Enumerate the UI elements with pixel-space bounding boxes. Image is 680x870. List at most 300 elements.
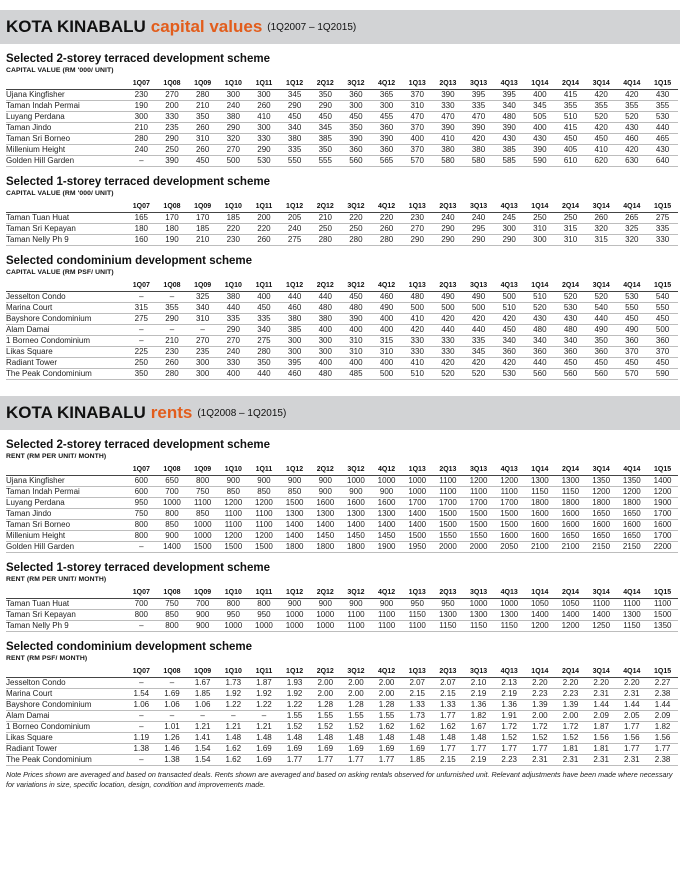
value-cell: 330 — [249, 134, 280, 145]
value-cell: 1.77 — [279, 755, 310, 766]
development-name: Taman Indah Permai — [6, 487, 126, 498]
value-cell: 1300 — [494, 610, 525, 621]
value-cell: 900 — [279, 599, 310, 610]
value-cell: 220 — [218, 224, 249, 235]
value-cell: 290 — [463, 235, 494, 246]
development-name: Bayshore Condominium — [6, 700, 126, 711]
value-cell: 2.15 — [433, 755, 464, 766]
value-cell: 365 — [371, 90, 402, 101]
value-cell: 1200 — [249, 498, 280, 509]
value-cell: 2.15 — [402, 689, 433, 700]
value-cell: 2.38 — [647, 689, 678, 700]
value-cell: 1150 — [433, 621, 464, 632]
value-cell: 300 — [279, 336, 310, 347]
value-cell: 340 — [525, 336, 556, 347]
value-cell: 1.92 — [279, 689, 310, 700]
value-cell: 1.22 — [279, 700, 310, 711]
value-cell: 1.77 — [647, 744, 678, 755]
value-cell: 900 — [279, 476, 310, 487]
quarter-header: 2Q14 — [555, 78, 586, 90]
value-cell: 390 — [371, 134, 402, 145]
value-cell: 440 — [525, 358, 556, 369]
quarter-header: 1Q07 — [126, 280, 157, 292]
value-cell: 510 — [555, 112, 586, 123]
quarter-header: 2Q12 — [310, 78, 341, 90]
development-name: Golden Hill Garden — [6, 542, 126, 553]
capital-topic-label: capital values — [150, 17, 263, 36]
value-cell: 2050 — [494, 542, 525, 553]
development-name: Marina Court — [6, 689, 126, 700]
value-cell: 1200 — [249, 531, 280, 542]
value-cell: 900 — [187, 621, 218, 632]
value-cell: 480 — [310, 369, 341, 380]
quarter-header: 1Q15 — [647, 587, 678, 599]
value-cell: 1.92 — [218, 689, 249, 700]
value-cell: 510 — [525, 292, 556, 303]
data-table — [6, 666, 678, 766]
value-cell: 1.85 — [402, 755, 433, 766]
quarter-header: 3Q13 — [463, 587, 494, 599]
quarter-header: 4Q13 — [494, 78, 525, 90]
value-cell: 230 — [218, 235, 249, 246]
value-cell: 850 — [157, 610, 188, 621]
value-cell: 800 — [249, 599, 280, 610]
quarter-header: 1Q08 — [157, 464, 188, 476]
value-cell: 420 — [402, 325, 433, 336]
value-cell: 480 — [555, 325, 586, 336]
value-cell: 430 — [525, 134, 556, 145]
value-cell: 520 — [586, 112, 617, 123]
value-cell: 1650 — [586, 531, 617, 542]
development-name: Likas Square — [6, 347, 126, 358]
value-cell: 410 — [586, 145, 617, 156]
development-name: Taman Sri Borneo — [6, 134, 126, 145]
quarter-header: 1Q13 — [402, 587, 433, 599]
value-cell: 2.19 — [463, 755, 494, 766]
quarter-header: 1Q14 — [525, 280, 556, 292]
value-cell: 500 — [402, 303, 433, 314]
value-cell: 1.62 — [218, 744, 249, 755]
quarter-header: 2Q14 — [555, 464, 586, 476]
value-cell: 510 — [494, 303, 525, 314]
value-cell: 700 — [126, 599, 157, 610]
value-cell: 1.36 — [494, 700, 525, 711]
value-cell: 1500 — [249, 542, 280, 553]
value-cell: 470 — [433, 112, 464, 123]
value-cell: 1500 — [494, 509, 525, 520]
value-cell: 520 — [586, 292, 617, 303]
value-cell: 220 — [371, 213, 402, 224]
table-row — [6, 134, 678, 145]
value-cell: 800 — [126, 610, 157, 621]
quarter-header: 2Q12 — [310, 201, 341, 213]
value-cell: 320 — [586, 224, 617, 235]
quarter-header: 4Q12 — [371, 280, 402, 292]
table-row — [6, 733, 678, 744]
value-cell: 1700 — [433, 498, 464, 509]
value-cell: 400 — [371, 314, 402, 325]
value-cell: 1000 — [463, 599, 494, 610]
value-cell: 380 — [463, 145, 494, 156]
table-row — [6, 325, 678, 336]
quarter-header: 1Q11 — [249, 280, 280, 292]
quarter-header: 1Q07 — [126, 464, 157, 476]
value-cell: 200 — [249, 213, 280, 224]
value-cell: 420 — [586, 90, 617, 101]
quarter-header: 1Q07 — [126, 587, 157, 599]
value-cell: 400 — [218, 369, 249, 380]
value-cell: 1800 — [586, 498, 617, 509]
value-cell: 2.20 — [525, 678, 556, 689]
value-cell: 1900 — [647, 498, 678, 509]
value-cell: 290 — [494, 235, 525, 246]
value-cell: 235 — [157, 123, 188, 134]
quarter-header: 1Q10 — [218, 464, 249, 476]
value-cell: 350 — [310, 145, 341, 156]
value-cell: 355 — [586, 101, 617, 112]
value-cell: 300 — [310, 336, 341, 347]
value-cell: 1100 — [433, 487, 464, 498]
value-cell: 950 — [218, 610, 249, 621]
value-cell: 450 — [586, 134, 617, 145]
value-cell: 400 — [371, 325, 402, 336]
value-cell: 1.69 — [249, 744, 280, 755]
value-cell: 530 — [494, 369, 525, 380]
development-name: Taman Tuan Huat — [6, 599, 126, 610]
quarter-header: 1Q13 — [402, 78, 433, 90]
value-cell: 1400 — [341, 520, 372, 531]
value-cell: 2.13 — [494, 678, 525, 689]
value-cell: 750 — [126, 509, 157, 520]
value-cell: 950 — [433, 599, 464, 610]
value-cell: 1.77 — [310, 755, 341, 766]
value-cell: 420 — [463, 134, 494, 145]
value-cell: 1.73 — [218, 678, 249, 689]
value-cell: 290 — [157, 314, 188, 325]
quarter-header: 1Q09 — [187, 201, 218, 213]
value-cell: 1100 — [463, 487, 494, 498]
capital-city-label: KOTA KINABALU — [6, 17, 146, 36]
quarter-header: 1Q10 — [218, 587, 249, 599]
value-cell: – — [126, 292, 157, 303]
quarter-header: 1Q10 — [218, 280, 249, 292]
value-cell: 300 — [126, 112, 157, 123]
value-cell: 550 — [647, 303, 678, 314]
value-cell: 1.77 — [433, 744, 464, 755]
value-cell: 400 — [310, 325, 341, 336]
value-cell: 450 — [617, 358, 648, 369]
value-cell: 580 — [463, 156, 494, 167]
quarter-header: 1Q15 — [647, 666, 678, 678]
table-row — [6, 498, 678, 509]
value-cell: 280 — [157, 369, 188, 380]
value-cell: 585 — [494, 156, 525, 167]
value-cell: 650 — [157, 476, 188, 487]
value-cell: 1100 — [341, 610, 372, 621]
value-cell: 630 — [617, 156, 648, 167]
value-cell: 1600 — [494, 531, 525, 542]
quarter-header: 1Q12 — [279, 78, 310, 90]
header-row — [6, 201, 678, 213]
quarter-header: 1Q13 — [402, 201, 433, 213]
value-cell: 350 — [341, 123, 372, 134]
quarter-header: 3Q14 — [586, 201, 617, 213]
value-cell: 1100 — [647, 599, 678, 610]
value-cell: 1.48 — [371, 733, 402, 744]
value-cell: – — [126, 156, 157, 167]
value-cell: 1300 — [371, 509, 402, 520]
value-cell: 460 — [371, 292, 402, 303]
value-cell: 390 — [341, 314, 372, 325]
quarter-header: 1Q09 — [187, 280, 218, 292]
value-cell: 385 — [310, 134, 341, 145]
value-cell: 1.72 — [555, 722, 586, 733]
value-cell: 1.62 — [218, 755, 249, 766]
value-cell: 350 — [126, 369, 157, 380]
value-cell: 470 — [402, 112, 433, 123]
quarter-header: 1Q11 — [249, 587, 280, 599]
value-cell: 1.06 — [126, 700, 157, 711]
value-cell: 1.22 — [249, 700, 280, 711]
development-name: Jesselton Condo — [6, 292, 126, 303]
value-cell: 1.41 — [187, 733, 218, 744]
value-cell: 1.54 — [187, 744, 218, 755]
value-cell: 290 — [249, 145, 280, 156]
quarter-header: 4Q14 — [617, 280, 648, 292]
value-cell: 395 — [494, 90, 525, 101]
value-cell: 900 — [310, 476, 341, 487]
value-cell: 490 — [433, 292, 464, 303]
value-cell: 1400 — [555, 610, 586, 621]
value-cell: 420 — [494, 358, 525, 369]
value-cell: 1000 — [310, 621, 341, 632]
value-cell: 2.31 — [525, 755, 556, 766]
quarter-header: 3Q12 — [341, 201, 372, 213]
value-cell: 300 — [279, 347, 310, 358]
value-cell: 345 — [310, 123, 341, 134]
value-cell: 1.48 — [310, 733, 341, 744]
value-cell: 1.19 — [126, 733, 157, 744]
value-cell: 1050 — [555, 599, 586, 610]
value-cell: 170 — [187, 213, 218, 224]
development-name: Luyang Perdana — [6, 498, 126, 509]
value-cell: 1.56 — [647, 733, 678, 744]
value-cell: 390 — [525, 145, 556, 156]
value-cell: 1100 — [218, 509, 249, 520]
value-cell: 850 — [187, 509, 218, 520]
table-row — [6, 101, 678, 112]
value-cell: 410 — [249, 112, 280, 123]
value-cell: 1000 — [371, 476, 402, 487]
value-cell: 600 — [126, 487, 157, 498]
value-cell: 330 — [647, 235, 678, 246]
table-row — [6, 476, 678, 487]
value-cell: – — [126, 722, 157, 733]
value-cell: 245 — [494, 213, 525, 224]
value-cell: 505 — [525, 112, 556, 123]
table-row — [6, 744, 678, 755]
value-cell: 1.28 — [371, 700, 402, 711]
value-cell: 310 — [341, 347, 372, 358]
value-cell: 280 — [126, 134, 157, 145]
development-name: Luyang Perdana — [6, 112, 126, 123]
value-cell: 420 — [433, 314, 464, 325]
value-cell: 2.00 — [310, 689, 341, 700]
value-cell: 520 — [525, 303, 556, 314]
value-cell: 450 — [341, 112, 372, 123]
value-cell: 1.62 — [402, 722, 433, 733]
value-cell: 2000 — [433, 542, 464, 553]
value-cell: 520 — [617, 112, 648, 123]
value-cell: 1.38 — [126, 744, 157, 755]
value-cell: 480 — [525, 325, 556, 336]
value-cell: 335 — [463, 336, 494, 347]
quarter-header: 1Q08 — [157, 280, 188, 292]
value-cell: 315 — [555, 224, 586, 235]
value-cell: 560 — [586, 369, 617, 380]
value-cell: 1650 — [555, 531, 586, 542]
value-cell: 275 — [279, 235, 310, 246]
value-cell: 420 — [433, 358, 464, 369]
table-row — [6, 700, 678, 711]
value-cell: 1400 — [525, 610, 556, 621]
quarter-header: 2Q14 — [555, 666, 586, 678]
quarter-header: 4Q14 — [617, 201, 648, 213]
value-cell: 1600 — [525, 520, 556, 531]
value-cell: 210 — [126, 123, 157, 134]
value-cell: 1600 — [525, 531, 556, 542]
value-cell: 1000 — [218, 621, 249, 632]
value-cell: 1100 — [341, 621, 372, 632]
value-cell: 325 — [617, 224, 648, 235]
quarter-header: 3Q12 — [341, 78, 372, 90]
table-row — [6, 358, 678, 369]
value-cell: 1.85 — [187, 689, 218, 700]
value-cell: 1500 — [463, 509, 494, 520]
section-title: Selected 2-storey terraced development scheme — [6, 439, 270, 451]
value-cell: 1250 — [586, 621, 617, 632]
quarter-header: 1Q14 — [525, 587, 556, 599]
value-cell: 1.69 — [371, 744, 402, 755]
value-cell: 415 — [555, 123, 586, 134]
value-cell: 520 — [555, 292, 586, 303]
value-cell: 310 — [525, 224, 556, 235]
table-row — [6, 123, 678, 134]
value-cell: 2.00 — [341, 678, 372, 689]
quarter-header: 3Q14 — [586, 464, 617, 476]
value-cell: 1450 — [341, 531, 372, 542]
value-cell: 270 — [157, 90, 188, 101]
section-title: Selected 1-storey terraced development scheme — [6, 562, 270, 574]
value-cell: 450 — [617, 314, 648, 325]
value-cell: 1.54 — [126, 689, 157, 700]
value-cell: 1950 — [402, 542, 433, 553]
value-cell: 355 — [157, 303, 188, 314]
value-cell: 1100 — [249, 520, 280, 531]
header-row — [6, 587, 678, 599]
value-cell: 240 — [279, 224, 310, 235]
quarter-header: 4Q13 — [494, 280, 525, 292]
value-cell: 395 — [463, 90, 494, 101]
value-cell: 270 — [218, 145, 249, 156]
value-cell: 1.39 — [555, 700, 586, 711]
value-cell: 1.77 — [341, 755, 372, 766]
value-cell: 400 — [525, 90, 556, 101]
value-cell: 700 — [187, 599, 218, 610]
quarter-header: 1Q10 — [218, 78, 249, 90]
quarter-header: 1Q14 — [525, 78, 556, 90]
value-cell: 240 — [218, 347, 249, 358]
value-cell: 220 — [341, 213, 372, 224]
value-cell: 1000 — [279, 621, 310, 632]
value-cell: 1.48 — [402, 733, 433, 744]
value-cell: 300 — [187, 369, 218, 380]
value-cell: 1100 — [617, 599, 648, 610]
value-cell: 1500 — [433, 509, 464, 520]
value-cell: 2.20 — [586, 678, 617, 689]
value-cell: 560 — [341, 156, 372, 167]
development-name: The Peak Condominium — [6, 755, 126, 766]
table-row — [6, 520, 678, 531]
value-cell: 390 — [494, 123, 525, 134]
value-cell: 210 — [310, 213, 341, 224]
data-table — [6, 464, 678, 553]
table-row — [6, 224, 678, 235]
quarter-header: 1Q08 — [157, 666, 188, 678]
value-cell: 590 — [525, 156, 556, 167]
value-cell: 1100 — [218, 520, 249, 531]
value-cell: 1.26 — [157, 733, 188, 744]
value-cell: – — [126, 325, 157, 336]
value-cell: 530 — [555, 303, 586, 314]
table-row — [6, 213, 678, 224]
value-cell: 420 — [617, 145, 648, 156]
value-cell: 260 — [586, 213, 617, 224]
value-cell: 1.33 — [433, 700, 464, 711]
quarter-header: 1Q13 — [402, 666, 433, 678]
value-cell: 190 — [157, 235, 188, 246]
value-cell: 1.52 — [279, 722, 310, 733]
value-cell: 450 — [555, 358, 586, 369]
value-cell: 1.44 — [586, 700, 617, 711]
development-name: Taman Sri Borneo — [6, 520, 126, 531]
value-cell: 280 — [249, 347, 280, 358]
value-cell: 1100 — [402, 621, 433, 632]
value-cell: 850 — [157, 520, 188, 531]
value-cell: 1600 — [647, 520, 678, 531]
value-cell: 315 — [586, 235, 617, 246]
quarter-header: 4Q13 — [494, 587, 525, 599]
value-cell: 440 — [310, 292, 341, 303]
value-cell: 360 — [617, 336, 648, 347]
value-cell: 300 — [249, 90, 280, 101]
value-cell: 240 — [463, 213, 494, 224]
value-cell: 950 — [249, 610, 280, 621]
table-row — [6, 621, 678, 632]
value-cell: 410 — [402, 358, 433, 369]
quarter-header: 4Q12 — [371, 666, 402, 678]
value-cell: 345 — [525, 101, 556, 112]
table-row — [6, 112, 678, 123]
quarter-header: 4Q14 — [617, 666, 648, 678]
rents-city-label: KOTA KINABALU — [6, 403, 146, 422]
value-cell: 290 — [433, 235, 464, 246]
value-cell: 530 — [617, 292, 648, 303]
value-cell: 370 — [402, 145, 433, 156]
section-subtitle: CAPITAL VALUE (RM '000/ UNIT) — [6, 67, 114, 74]
data-table — [6, 280, 678, 380]
value-cell: 410 — [433, 134, 464, 145]
